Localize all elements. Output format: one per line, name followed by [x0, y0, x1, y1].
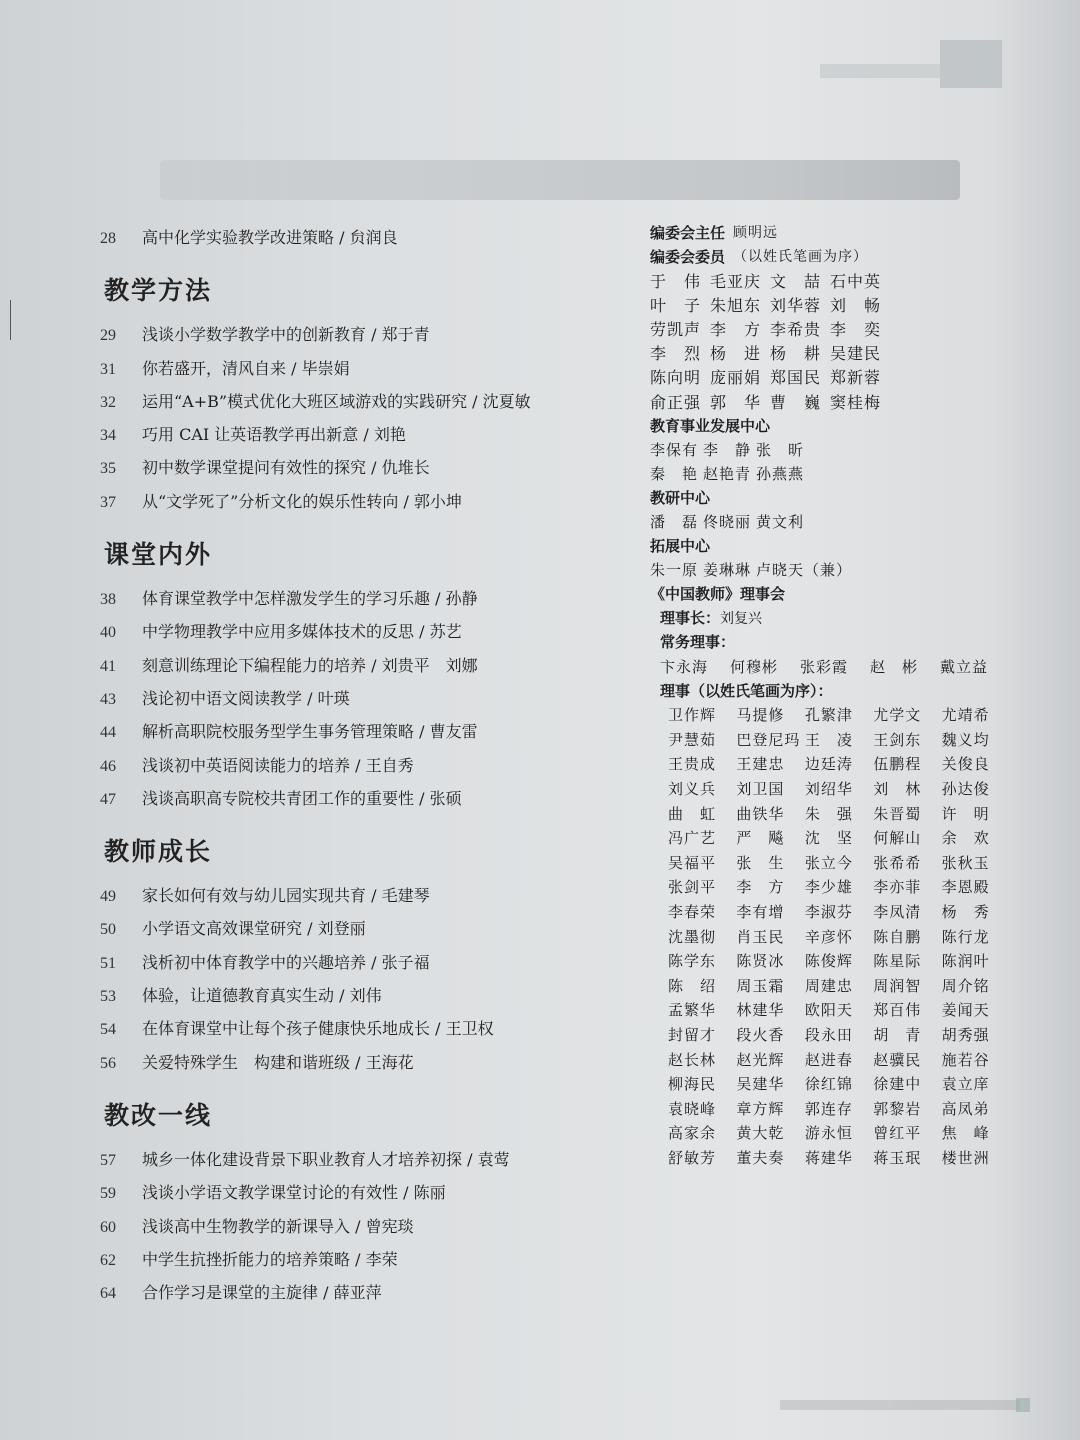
person-name: 伍鹏程 — [873, 755, 922, 774]
table-of-contents — [100, 225, 620, 1313]
person-name: 朱 强 — [804, 804, 853, 823]
standing-name: 张彩霞 — [800, 657, 849, 676]
toc-page-number: 44 — [100, 724, 116, 742]
person-name: 杨 进 — [710, 344, 762, 364]
person-name: 于 伟 — [650, 271, 702, 291]
person-name: 边廷涛 — [804, 755, 853, 774]
research-name: 潘 磊 — [650, 513, 699, 532]
council-members-header — [650, 678, 1010, 702]
person-name: 王贵成 — [668, 755, 717, 774]
person-name: 沈墨彻 — [668, 927, 717, 946]
person-name: 徐红锦 — [804, 1075, 853, 1094]
toc-page-number: 60 — [100, 1218, 116, 1236]
name-row — [650, 365, 1010, 389]
name-row — [650, 292, 1010, 316]
person-name: 曾红平 — [873, 1124, 922, 1143]
person-name: 尹慧茹 — [668, 730, 717, 749]
expansion-header — [650, 534, 1010, 558]
person-name: 李亦菲 — [873, 878, 922, 897]
dev-center-list — [650, 437, 1010, 485]
section-heading: 教学方法 — [104, 276, 213, 306]
research-header — [650, 486, 1010, 510]
board-director — [650, 220, 1010, 244]
person-name: 封留才 — [668, 1025, 717, 1044]
toc-page-number: 40 — [100, 624, 116, 642]
toc-entry — [100, 786, 620, 819]
person-name: 叶 子 — [650, 295, 702, 315]
toc-entry-title: 浅论初中语文阅读教学 / 叶瑛 — [142, 688, 350, 708]
person-name: 陈行龙 — [941, 927, 990, 946]
person-name: 施若谷 — [941, 1050, 990, 1069]
person-name: 巴登尼玛 — [736, 730, 801, 749]
person-name: 李 方 — [710, 319, 762, 339]
toc-page-number: 49 — [100, 888, 116, 906]
chairman-label: 理事长： — [660, 609, 721, 628]
toc-page-number: 38 — [100, 591, 116, 609]
board-members-note: （以姓氏笔画为序） — [733, 249, 869, 265]
person-name: 李恩殿 — [941, 878, 990, 897]
expansion-name: 姜琳琳 — [703, 561, 752, 580]
person-name: 张立今 — [804, 853, 853, 872]
person-name: 胡 青 — [873, 1025, 922, 1044]
person-name: 张剑平 — [668, 878, 717, 897]
name-row — [650, 316, 1010, 340]
footer-text-bleed — [780, 1400, 1020, 1410]
person-name: 吴福平 — [668, 853, 717, 872]
toc-entry — [100, 686, 620, 719]
name-row — [650, 801, 1010, 826]
person-name: 庞丽娟 — [710, 368, 762, 388]
person-name: 辛彦怀 — [804, 927, 853, 946]
editorial-board — [650, 220, 1010, 1170]
person-name: 柳海民 — [668, 1075, 717, 1094]
toc-page-number: 28 — [100, 230, 116, 247]
toc-entry — [100, 619, 620, 652]
toc-page-number: 47 — [100, 790, 116, 808]
person-name: 赵光辉 — [736, 1050, 785, 1069]
person-name: 许 明 — [941, 804, 990, 823]
section-heading: 教改一线 — [104, 1100, 213, 1130]
person-name: 朱旭东 — [710, 295, 762, 315]
name-row — [650, 875, 1010, 900]
person-name: 何解山 — [873, 829, 922, 848]
toc-page-number: 54 — [100, 1021, 116, 1039]
section-heading: 教师成长 — [104, 837, 213, 867]
person-name: 徐建中 — [873, 1075, 922, 1094]
name-row — [650, 389, 1010, 413]
person-name: 吴建民 — [830, 344, 882, 364]
toc-page-number: 37 — [100, 493, 116, 511]
name-row — [650, 752, 1010, 777]
toc-entry — [100, 653, 620, 686]
toc-entry-title: 家长如何有效与幼儿园实现共育 / 毛建琴 — [142, 886, 430, 906]
person-name: 高家余 — [668, 1124, 717, 1143]
person-name: 孔繁津 — [804, 706, 853, 725]
person-name: 卫作辉 — [668, 706, 717, 725]
name-row — [650, 776, 1010, 801]
person-name: 李 烈 — [650, 344, 702, 364]
standing-name: 何穆彬 — [730, 657, 779, 676]
expansion-list — [650, 558, 1010, 582]
person-name: 尤学文 — [873, 706, 922, 725]
person-name: 沈 坚 — [804, 829, 853, 848]
person-name: 吴建华 — [736, 1075, 785, 1094]
person-name: 张 昕 — [756, 440, 805, 459]
person-name: 李淑芬 — [804, 903, 853, 922]
toc-entry-title: 你若盛开，清风自来 / 毕崇娟 — [142, 358, 350, 378]
toc-page-number: 59 — [100, 1185, 116, 1203]
person-name: 石中英 — [830, 271, 882, 291]
person-name: 余 欢 — [941, 829, 990, 848]
person-name: 关俊良 — [941, 755, 990, 774]
person-name: 朱晋蜀 — [873, 804, 922, 823]
name-row — [650, 1145, 1010, 1170]
toc-entry — [100, 1016, 620, 1049]
person-name: 毛亚庆 — [710, 271, 762, 291]
person-name: 李有增 — [736, 903, 785, 922]
person-name: 李 静 — [703, 440, 752, 459]
toc-page-number: 41 — [100, 657, 116, 675]
toc-entry — [100, 322, 620, 355]
person-name: 赵艳青 — [703, 464, 752, 483]
person-name: 窦桂梅 — [830, 392, 882, 412]
toc-page-number: 34 — [100, 427, 116, 445]
standing-list — [650, 654, 1010, 679]
toc-entry — [100, 356, 620, 389]
toc-entry-title: 解析高职院校服务型学生事务管理策略 / 曹友雷 — [142, 722, 478, 742]
toc-entry-title: 运用“A+B”模式优化大班区域游戏的实践研究 / 沈夏敏 — [142, 391, 531, 411]
person-name: 蒋玉珉 — [873, 1148, 922, 1167]
council-members-list — [650, 702, 1010, 1169]
person-name: 李春荣 — [668, 903, 717, 922]
council-header — [650, 582, 1010, 606]
expansion-name: 卢晓天（兼） — [756, 561, 853, 580]
person-name: 章方辉 — [736, 1099, 785, 1118]
person-name: 马提修 — [736, 706, 785, 725]
person-name: 杨 耕 — [770, 344, 822, 364]
name-row — [650, 702, 1010, 727]
person-name: 胡秀强 — [941, 1025, 990, 1044]
standing-name: 赵 彬 — [870, 657, 919, 676]
section-heading: 课堂内外 — [104, 540, 213, 570]
toc-entry — [100, 1147, 620, 1180]
toc-page-number: 32 — [100, 393, 116, 411]
person-name: 严 飚 — [736, 829, 785, 848]
board-members-label: 编委会委员 — [650, 247, 726, 266]
binding-mark — [10, 300, 11, 340]
person-name: 刘卫国 — [736, 780, 785, 799]
toc-page-number: 29 — [100, 327, 116, 345]
standing-label: 常务理事： — [660, 633, 736, 652]
person-name: 陈俊辉 — [804, 952, 853, 971]
name-row — [650, 973, 1010, 998]
person-name: 周玉霜 — [736, 976, 785, 995]
person-name: 焦 峰 — [941, 1124, 990, 1143]
research-label: 教研中心 — [650, 489, 711, 507]
toc-page-number: 31 — [100, 360, 116, 378]
person-name: 杨 秀 — [941, 903, 990, 922]
person-name: 刘绍华 — [804, 780, 853, 799]
toc-entry-title: 小学语文高效课堂研究 / 刘登丽 — [142, 919, 366, 939]
toc-entry-title: 巧用 CAI 让英语教学再出新意 / 刘艳 — [142, 425, 406, 445]
person-name: 陈星际 — [873, 952, 922, 971]
corner-color-block — [940, 40, 1002, 88]
toc-entry — [100, 1180, 620, 1213]
person-name: 郭连存 — [804, 1099, 853, 1118]
name-row — [650, 341, 1010, 365]
person-name: 李希贵 — [770, 319, 822, 339]
toc-entry — [100, 950, 620, 983]
person-name: 赵长林 — [668, 1050, 717, 1069]
person-name: 高凤弟 — [941, 1099, 990, 1118]
toc-entry — [100, 1214, 620, 1247]
person-name: 尤靖希 — [941, 706, 990, 725]
toc-entry-title: 浅析初中体育教学中的兴趣培养 / 张子福 — [142, 952, 430, 972]
person-name: 赵骥民 — [873, 1050, 922, 1069]
toc-entry — [100, 1280, 620, 1313]
name-row — [650, 825, 1010, 850]
standing-name: 卞永海 — [660, 657, 709, 676]
toc-page-number: 50 — [100, 921, 116, 939]
person-name: 李 方 — [736, 878, 785, 897]
person-name: 劳凯声 — [650, 319, 702, 339]
person-name: 陈润叶 — [941, 952, 990, 971]
person-name: 陈贤冰 — [736, 952, 785, 971]
name-row — [650, 437, 1010, 461]
name-row — [650, 948, 1010, 973]
toc-page-number: 53 — [100, 988, 116, 1006]
toc-entry — [100, 753, 620, 786]
person-name: 张秋玉 — [941, 853, 990, 872]
toc-entry-title: 中学物理教学中应用多媒体技术的反思 / 苏艺 — [142, 622, 462, 642]
person-name: 姜闻天 — [941, 1001, 990, 1020]
person-name: 王 凌 — [804, 730, 853, 749]
bleed-through-title — [160, 160, 960, 200]
name-row — [650, 461, 1010, 485]
person-name: 赵进春 — [804, 1050, 853, 1069]
person-name: 孙燕燕 — [756, 464, 805, 483]
person-name: 秦 艳 — [650, 464, 699, 483]
toc-page-number: 56 — [100, 1054, 116, 1072]
toc-entry-title: 合作学习是课堂的主旋律 / 薛亚萍 — [142, 1283, 382, 1303]
dev-center-header — [650, 413, 1010, 437]
expansion-name: 朱一原 — [650, 561, 699, 580]
person-name: 刘义兵 — [668, 780, 717, 799]
page-number-chip — [1016, 1398, 1030, 1412]
toc-entry-title: 刻意训练理论下编程能力的培养 / 刘贵平 刘娜 — [142, 655, 478, 675]
toc-entry — [100, 422, 620, 455]
toc-entry-title: 浅谈小学数学教学中的创新教育 / 郑于青 — [142, 325, 430, 345]
toc-page-number: 51 — [100, 954, 116, 972]
name-row — [650, 1047, 1010, 1072]
person-name: 李少雄 — [804, 878, 853, 897]
toc-entry — [100, 225, 620, 258]
person-name: 王建忠 — [736, 755, 785, 774]
board-director-name: 顾明远 — [733, 225, 779, 241]
person-name: 冯广艺 — [668, 829, 717, 848]
name-row — [650, 1022, 1010, 1047]
toc-page-number: 64 — [100, 1285, 116, 1303]
person-name: 郭黎岩 — [873, 1099, 922, 1118]
person-name: 文 喆 — [770, 271, 822, 291]
person-name: 林建华 — [736, 1001, 785, 1020]
research-name: 黄文利 — [756, 513, 805, 532]
corner-strip — [820, 64, 940, 78]
toc-entry-title: 中学生抗挫折能力的培养策略 / 李荣 — [142, 1249, 398, 1269]
toc-page-number: 43 — [100, 690, 116, 708]
person-name: 欧阳天 — [804, 1001, 853, 1020]
chairman-name: 刘复兴 — [720, 610, 763, 627]
person-name: 魏义均 — [941, 730, 990, 749]
name-row — [650, 998, 1010, 1023]
person-name: 黄大乾 — [736, 1124, 785, 1143]
toc-entry — [100, 916, 620, 949]
toc-entry — [100, 1247, 620, 1280]
person-name: 游永恒 — [804, 1124, 853, 1143]
person-name: 孟繁华 — [668, 1001, 717, 1020]
person-name: 段火香 — [736, 1025, 785, 1044]
name-row — [650, 1071, 1010, 1096]
person-name: 李保有 — [650, 440, 699, 459]
toc-entry — [100, 389, 620, 422]
toc-entry-title: 体验，让道德教育真实生动 / 刘伟 — [142, 986, 382, 1006]
person-name: 周润智 — [873, 976, 922, 995]
person-name: 张 生 — [736, 853, 785, 872]
council-chairman — [650, 606, 1010, 630]
person-name: 陈学东 — [668, 952, 717, 971]
toc-entry — [100, 455, 620, 488]
toc-entry-title: 城乡一体化建设背景下职业教育人才培养初探 / 袁莺 — [142, 1149, 510, 1169]
toc-entry-title: 浅谈初中英语阅读能力的培养 / 王自秀 — [142, 755, 414, 775]
person-name: 李凤清 — [873, 903, 922, 922]
toc-entry-title: 高中化学实验教学改进策略 / 贠润良 — [142, 228, 398, 247]
toc-entry-title: 初中数学课堂提问有效性的探究 / 仇堆长 — [142, 458, 430, 478]
council-label: 《中国教师》理事会 — [650, 585, 786, 604]
person-name: 楼世洲 — [941, 1148, 990, 1167]
person-name: 舒敏芳 — [668, 1148, 717, 1167]
toc-page-number: 57 — [100, 1151, 116, 1169]
person-name: 袁立庠 — [941, 1075, 990, 1094]
standing-name: 戴立益 — [940, 657, 989, 676]
name-row — [650, 899, 1010, 924]
toc-entry — [100, 983, 620, 1016]
person-name: 曹 巍 — [770, 392, 822, 412]
board-director-label: 编委会主任 — [650, 223, 726, 242]
person-name: 陈自鹏 — [873, 927, 922, 946]
person-name: 周介铭 — [941, 976, 990, 995]
name-row — [650, 727, 1010, 752]
person-name: 刘华蓉 — [770, 295, 822, 315]
toc-entry-title: 关爱特殊学生 构建和谐班级 / 王海花 — [142, 1052, 414, 1072]
toc-entry-title: 体育课堂教学中怎样激发学生的学习乐趣 / 孙静 — [142, 589, 478, 609]
person-name: 段永田 — [804, 1025, 853, 1044]
person-name: 曲 虹 — [668, 804, 717, 823]
toc-entry-title: 浅谈高中生物教学的新课导入 / 曾宪琰 — [142, 1216, 414, 1236]
dev-center-label: 教育事业发展中心 — [650, 416, 771, 435]
toc-entry — [100, 1050, 620, 1083]
person-name: 袁晓峰 — [668, 1099, 717, 1118]
person-name: 曲铁华 — [736, 804, 785, 823]
council-members-label: 理事（以姓氏笔画为序）： — [660, 681, 833, 700]
research-name: 佟晓丽 — [703, 513, 752, 532]
person-name: 郑新蓉 — [830, 368, 882, 388]
board-members-list — [650, 268, 1010, 413]
person-name: 郑国民 — [770, 368, 822, 388]
person-name: 俞正强 — [650, 392, 702, 412]
name-row — [650, 268, 1010, 292]
person-name: 郭 华 — [710, 392, 762, 412]
research-list — [650, 510, 1010, 534]
toc-page-number: 46 — [100, 757, 116, 775]
name-row — [650, 924, 1010, 949]
person-name: 陈 绍 — [668, 976, 717, 995]
toc-page-number: 62 — [100, 1251, 116, 1269]
name-row — [650, 850, 1010, 875]
person-name: 蒋建华 — [804, 1148, 853, 1167]
person-name: 刘 畅 — [830, 295, 882, 315]
person-name: 李 奕 — [830, 319, 882, 339]
standing-header — [650, 630, 1010, 654]
name-row — [650, 1121, 1010, 1146]
toc-entry-title: 浅谈小学语文教学课堂讨论的有效性 / 陈丽 — [142, 1183, 446, 1203]
name-row — [650, 1096, 1010, 1121]
toc-entry — [100, 586, 620, 619]
person-name: 陈向明 — [650, 368, 702, 388]
person-name: 董夫奏 — [736, 1148, 785, 1167]
board-members-header — [650, 244, 1010, 268]
toc-entry — [100, 489, 620, 522]
person-name: 王剑东 — [873, 730, 922, 749]
toc-page-number: 35 — [100, 460, 116, 478]
person-name: 肖玉民 — [736, 927, 785, 946]
person-name: 孙达俊 — [941, 780, 990, 799]
toc-entry-title: 从“文学死了”分析文化的娱乐性转向 / 郭小坤 — [142, 491, 462, 511]
expansion-label: 拓展中心 — [650, 537, 711, 556]
person-name: 郑百伟 — [873, 1001, 922, 1020]
toc-entry-title: 浅谈高职高专院校共青团工作的重要性 / 张硕 — [142, 788, 462, 808]
person-name: 张希希 — [873, 853, 922, 872]
toc-entry — [100, 719, 620, 752]
toc-entry — [100, 883, 620, 916]
person-name: 刘 林 — [873, 780, 922, 799]
toc-entry-title: 在体育课堂中让每个孩子健康快乐地成长 / 王卫权 — [142, 1019, 494, 1039]
person-name: 周建忠 — [804, 976, 853, 995]
